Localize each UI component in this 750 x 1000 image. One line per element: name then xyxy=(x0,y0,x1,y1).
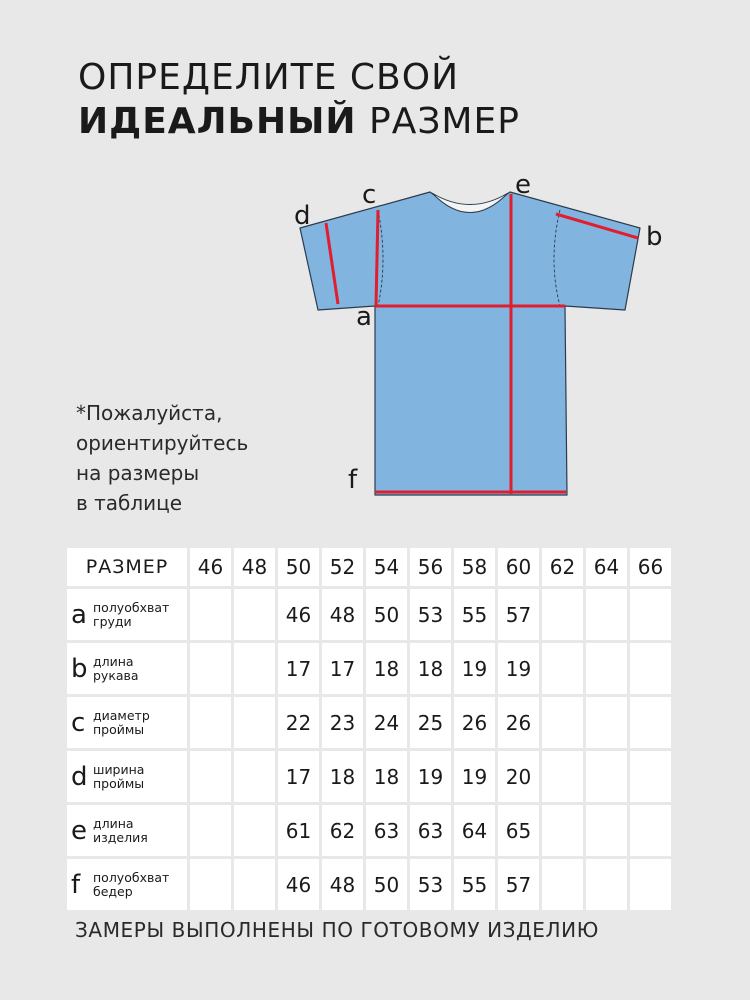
row-description xyxy=(93,871,169,899)
row-label-wrap xyxy=(71,655,187,683)
title-line-1: ОПРЕДЕЛИТЕ СВОЙ xyxy=(78,57,460,98)
value-cell: 19 xyxy=(498,643,539,694)
page-title xyxy=(78,56,520,144)
value-cell xyxy=(630,751,671,802)
value-cell: 63 xyxy=(410,805,451,856)
value-cell xyxy=(630,805,671,856)
size-header-cell: 60 xyxy=(498,548,539,586)
title-rest-word: РАЗМЕР xyxy=(369,101,520,142)
value-cell: 25 xyxy=(410,697,451,748)
label-c: c xyxy=(362,180,377,210)
note-line: на размеры xyxy=(76,461,200,485)
measurement-row-f xyxy=(67,859,671,910)
row-letter: a xyxy=(71,599,87,630)
row-letter: f xyxy=(71,869,81,900)
size-header-label: РАЗМЕР xyxy=(67,548,187,586)
size-note xyxy=(76,398,248,518)
value-cell: 61 xyxy=(278,805,319,856)
row-description-line: длина xyxy=(93,815,134,831)
label-d: d xyxy=(294,201,311,231)
value-cell: 55 xyxy=(454,859,495,910)
value-cell xyxy=(586,805,627,856)
value-cell xyxy=(190,751,231,802)
row-label-wrap xyxy=(71,709,187,737)
tshirt-shape xyxy=(300,192,640,495)
value-cell xyxy=(542,859,583,910)
size-table xyxy=(64,545,674,913)
value-cell: 62 xyxy=(322,805,363,856)
value-cell xyxy=(630,643,671,694)
title-bold-word: ИДЕАЛЬНЫЙ xyxy=(78,101,357,142)
note-line: ориентируйтесь xyxy=(76,431,249,455)
value-cell: 19 xyxy=(410,751,451,802)
value-cell xyxy=(586,697,627,748)
row-label xyxy=(67,697,187,748)
value-cell: 46 xyxy=(278,589,319,640)
value-cell xyxy=(190,805,231,856)
value-cell: 23 xyxy=(322,697,363,748)
size-header-cell: 52 xyxy=(322,548,363,586)
value-cell xyxy=(542,643,583,694)
row-description-line: проймы xyxy=(93,775,145,791)
row-label xyxy=(67,589,187,640)
value-cell: 48 xyxy=(322,589,363,640)
size-header-row xyxy=(67,548,671,586)
size-header-cell: 62 xyxy=(542,548,583,586)
row-description-line: длина xyxy=(93,653,134,669)
row-label xyxy=(67,751,187,802)
row-label xyxy=(67,643,187,694)
note-line: в таблице xyxy=(76,491,183,515)
row-letter: c xyxy=(71,707,86,738)
value-cell xyxy=(234,859,275,910)
row-description-line: груди xyxy=(93,613,132,629)
value-cell: 18 xyxy=(322,751,363,802)
size-table-body xyxy=(67,589,671,910)
value-cell xyxy=(234,697,275,748)
footer-note: ЗАМЕРЫ ВЫПОЛНЕНЫ ПО ГОТОВОМУ ИЗДЕЛИЮ xyxy=(75,918,599,942)
measurement-row-c xyxy=(67,697,671,748)
size-header-cell: 50 xyxy=(278,548,319,586)
row-letter: d xyxy=(71,761,88,792)
value-cell xyxy=(190,859,231,910)
value-cell xyxy=(190,697,231,748)
value-cell: 50 xyxy=(366,589,407,640)
measurement-row-d xyxy=(67,751,671,802)
value-cell: 63 xyxy=(366,805,407,856)
value-cell xyxy=(234,805,275,856)
value-cell: 19 xyxy=(454,751,495,802)
title-line-2 xyxy=(78,100,520,144)
value-cell xyxy=(190,589,231,640)
row-description xyxy=(93,709,150,737)
value-cell: 57 xyxy=(498,589,539,640)
row-description-line: полуобхват xyxy=(93,869,170,885)
value-cell: 22 xyxy=(278,697,319,748)
size-header-cell: 58 xyxy=(454,548,495,586)
row-description-line: полуобхват xyxy=(93,599,170,615)
row-letter: b xyxy=(71,653,88,684)
value-cell: 18 xyxy=(410,643,451,694)
value-cell: 57 xyxy=(498,859,539,910)
value-cell: 18 xyxy=(366,643,407,694)
value-cell xyxy=(586,589,627,640)
row-letter: e xyxy=(71,815,87,846)
value-cell xyxy=(586,643,627,694)
value-cell xyxy=(586,751,627,802)
value-cell: 24 xyxy=(366,697,407,748)
row-description-line: проймы xyxy=(93,721,145,737)
row-description-line: рукава xyxy=(93,667,139,683)
measure-line-c xyxy=(376,210,378,306)
value-cell: 17 xyxy=(278,643,319,694)
row-description xyxy=(93,655,139,683)
row-label xyxy=(67,859,187,910)
value-cell xyxy=(542,697,583,748)
value-cell xyxy=(234,751,275,802)
value-cell: 65 xyxy=(498,805,539,856)
row-label-wrap xyxy=(71,763,187,791)
value-cell: 50 xyxy=(366,859,407,910)
value-cell: 53 xyxy=(410,589,451,640)
measurement-row-a xyxy=(67,589,671,640)
size-header-cell: 56 xyxy=(410,548,451,586)
value-cell xyxy=(586,859,627,910)
label-b: b xyxy=(646,222,663,252)
value-cell: 20 xyxy=(498,751,539,802)
label-f: f xyxy=(348,465,358,495)
row-description-line: изделия xyxy=(93,829,148,845)
row-description-line: ширина xyxy=(93,761,145,777)
size-header-cell: 54 xyxy=(366,548,407,586)
value-cell: 17 xyxy=(278,751,319,802)
value-cell xyxy=(542,751,583,802)
size-header-cell: 64 xyxy=(586,548,627,586)
value-cell: 17 xyxy=(322,643,363,694)
row-label xyxy=(67,805,187,856)
value-cell xyxy=(190,643,231,694)
measurement-row-e xyxy=(67,805,671,856)
value-cell: 19 xyxy=(454,643,495,694)
value-cell xyxy=(542,589,583,640)
row-label-wrap xyxy=(71,817,187,845)
value-cell: 26 xyxy=(498,697,539,748)
value-cell: 64 xyxy=(454,805,495,856)
value-cell: 26 xyxy=(454,697,495,748)
value-cell xyxy=(630,697,671,748)
measurement-row-b xyxy=(67,643,671,694)
value-cell: 18 xyxy=(366,751,407,802)
value-cell: 53 xyxy=(410,859,451,910)
row-description xyxy=(93,601,169,629)
value-cell: 48 xyxy=(322,859,363,910)
label-e: e xyxy=(515,170,531,200)
note-line: *Пожалуйста, xyxy=(76,401,223,425)
size-header-cell: 48 xyxy=(234,548,275,586)
row-description xyxy=(93,763,144,791)
value-cell xyxy=(630,589,671,640)
value-cell xyxy=(234,643,275,694)
value-cell xyxy=(542,805,583,856)
size-header-cell: 66 xyxy=(630,548,671,586)
value-cell xyxy=(234,589,275,640)
row-label-wrap xyxy=(71,871,187,899)
row-label-wrap xyxy=(71,601,187,629)
size-header-cell: 46 xyxy=(190,548,231,586)
row-description-line: бедер xyxy=(93,883,133,899)
value-cell xyxy=(630,859,671,910)
value-cell: 55 xyxy=(454,589,495,640)
label-a: a xyxy=(356,302,372,332)
value-cell: 46 xyxy=(278,859,319,910)
row-description-line: диаметр xyxy=(93,707,150,723)
row-description xyxy=(93,817,148,845)
tshirt-diagram xyxy=(280,170,690,500)
